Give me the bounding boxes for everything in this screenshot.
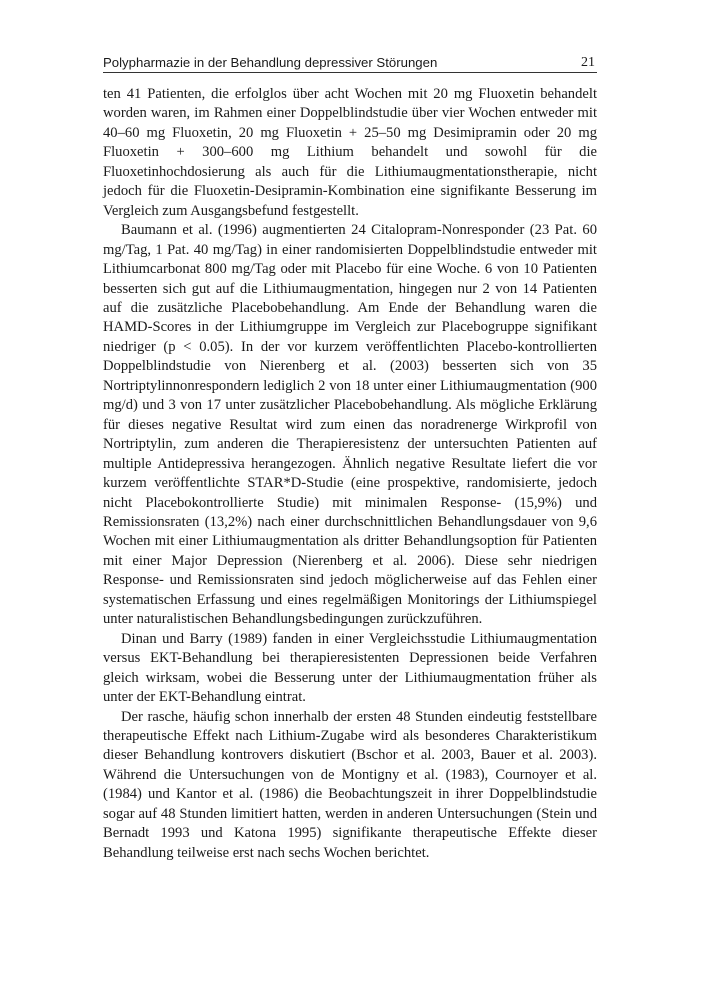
paragraph: Baumann et al. (1996) augmentierten 24 Citalopram-Nonresponder (23 Pat. 60 mg/Tag, 1 Pat. 40 mg/Tag) in einer randomisierten Doppelblindstudie entweder mit Lithiumcarbonat 800 mg/Tag oder mit Placebo für eine Woche. 6 von 10 Patienten besserten sich gut auf die Lithiumaugmentation, hingegen nur 2 von 14 Patienten auf die zusätzliche Placebobehandlung. Am Ende der Behandlung waren die HAMD-Scores in der Lithiumgruppe im Vergleich zur Placebogruppe signifikant niedriger (p < 0.05). In der vor kurzem veröffentlichten Placebo-kontrollierten Doppelblindstudie von Nierenberg et al. (2003) besserten sich von 35 Nortriptylinnonrespondern lediglich 2 von 18 unter einer Lithiumaugmentation (900 mg/d) und 3 von 17 unter zusätzlicher Placebobehandlung. Als mögliche Erklärung für dieses negative Resultat wird zum einen das noradrenerge Wirkprofil von Nortriptylin, zum anderen die Therapieresistenz der untersuchten Patienten auf multiple Antidepressiva herangezogen. Ähnlich negative Resultate liefert die vor kurzem veröffentlichte STAR*D-Studie (eine prospektive, randomisierte, jedoch nicht Placebokontrollierte Studie) mit minimalen Response- (15,9%) und Remissionsraten (13,2%) nach einer durchschnittlichen Behandlungsdauer von 9,6 Wochen mit einer Lithiumaugmentation als dritter Behandlungsoption für Patienten mit einer Major Depression (Nierenberg et al. 2006). Diese sehr niedrigen Response- und Remissionsraten sind jedoch möglicherweise auf das Fehlen einer systematischen Erfassung und eines regelmäßigen Monitorings der Lithiumspiegel unter naturalistischen Behandlungsbedingungen zurückzuführen. [103,222,597,628]
running-title: Polypharmazie in der Behandlung depressiver Störungen [103,55,438,70]
paragraph: Dinan und Barry (1989) fanden in einer Vergleichsstudie Lithiumaugmentation versus EKT-Behandlung bei therapieresistenten Depressionen beide Verfahren gleich wirksam, wobei die Besserung unter der Lithiumaugmentation früher als unter der EKT-Behandlung eintrat. [103,630,597,706]
body-text [103,85,597,863]
paragraph: Der rasche, häufig schon innerhalb der ersten 48 Stunden eindeutig feststellbare therapeutische Effekt nach Lithium-Zugabe wird als besonderes Charakteristikum dieser Behandlung kontrovers diskutiert (Bschor et al. 2003, Bauer et al. 2003). Während die Untersuchungen von de Montigny et al. (1983), Cournoyer et al. (1984) und Kantor et al. (1986) die Beobachtungszeit in ihrer Doppelblindstudie sogar auf 48 Stunden limitiert hatten, werden in anderen Untersuchungen (Stein und Bernadt 1993 und Katona 1995) signifikante therapeutische Effekte dieser Behandlung teilweise erst nach sechs Wochen berichtet. [103,708,597,861]
page-number: 21 [581,55,595,70]
running-header [103,54,597,73]
paragraph-continuation: ten 41 Patienten, die erfolglos über acht Wochen mit 20 mg Fluoxetin behandelt worden waren, im Rahmen einer Doppelblindstudie über vier Wochen entweder mit 40–60 mg Fluoxetin, 20 mg Fluoxetin + 25–50 mg Desimipramin oder 20 mg Fluoxetin + 300–600 mg Lithium behandelt und sowohl für die Fluoxetinhochdosierung als auch für die Lithiumaugmentationstherapie, nicht jedoch für die Fluoxetin-Desipramin-Kombination eine signifikante Besserung im Vergleich zum Ausgangsbefund festgestellt. [103,86,597,219]
